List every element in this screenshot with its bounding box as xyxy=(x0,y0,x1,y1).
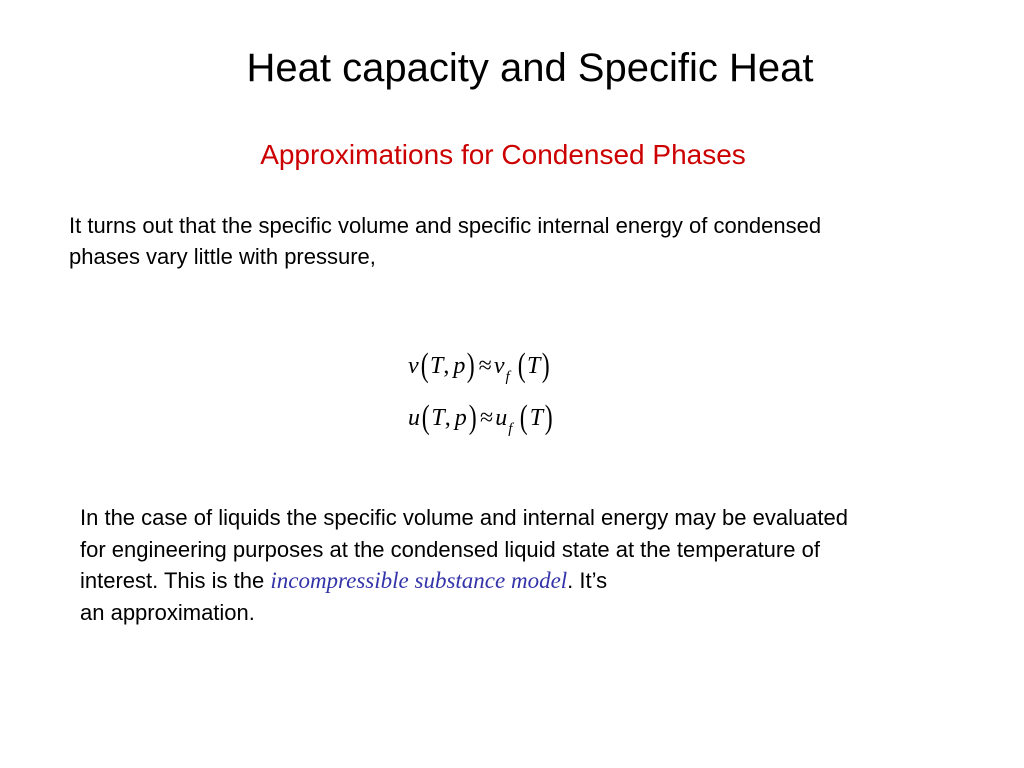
eq1-arg-temperature: T xyxy=(429,353,444,379)
eq2-comma: , xyxy=(444,405,451,431)
eq1-rhs-close-paren: ) xyxy=(542,347,550,384)
slide-title: Heat capacity and Specific Heat xyxy=(246,46,814,90)
eq1-arg-pressure: p xyxy=(453,353,466,379)
eq2-arg-temperature: T xyxy=(431,405,445,431)
intro-paragraph xyxy=(69,210,969,272)
conclusion-line-3-pre: interest. This is the xyxy=(80,568,271,593)
incompressible-model-term: incompressible substance model xyxy=(270,568,568,593)
intro-line-1: It turns out that the specific volume and specific internal energy of condensed xyxy=(69,213,822,238)
eq2-approx-operator: ≈ xyxy=(480,405,494,431)
equation-volume xyxy=(408,346,552,389)
eq1-rhs-var: v xyxy=(493,353,505,379)
conclusion-line-1: In the case of liquids the specific volume and internal energy may be evaluated xyxy=(80,505,849,530)
conclusion-line-3-post: . It’s xyxy=(567,568,608,593)
eq2-rhs-var: u xyxy=(495,405,508,431)
eq1-close-paren: ) xyxy=(467,347,475,384)
slide-subtitle: Approximations for Condensed Phases xyxy=(260,139,746,170)
eq2-close-paren: ) xyxy=(468,399,477,436)
eq2-rhs-open-paren: ( xyxy=(520,399,528,436)
intro-line-2: phases vary little with pressure, xyxy=(69,244,376,269)
eq1-rhs-open-paren: ( xyxy=(517,347,526,384)
eq1-rhs-arg: T xyxy=(527,353,541,379)
eq2-arg-pressure: p xyxy=(454,405,467,431)
conclusion-paragraph xyxy=(80,502,1000,628)
equation-internal-energy xyxy=(408,398,554,441)
eq1-subscript: f xyxy=(505,369,510,385)
conclusion-line-4: an approximation. xyxy=(80,599,255,625)
conclusion-line-2: for engineering purposes at the condensed liquid state at the temperature of xyxy=(80,536,820,562)
eq1-approx-operator: ≈ xyxy=(478,353,492,379)
eq2-open-paren: ( xyxy=(421,399,430,436)
eq2-subscript: f xyxy=(508,421,513,437)
eq2-lhs-var: u xyxy=(408,405,420,431)
eq1-lhs-var: v xyxy=(408,353,419,379)
eq2-rhs-close-paren: ) xyxy=(544,399,553,436)
eq2-rhs-arg: T xyxy=(529,405,544,431)
conclusion-line-3 xyxy=(80,565,1000,597)
equation-block xyxy=(408,346,618,446)
eq1-open-paren: ( xyxy=(420,347,429,384)
eq1-comma: , xyxy=(443,353,450,379)
